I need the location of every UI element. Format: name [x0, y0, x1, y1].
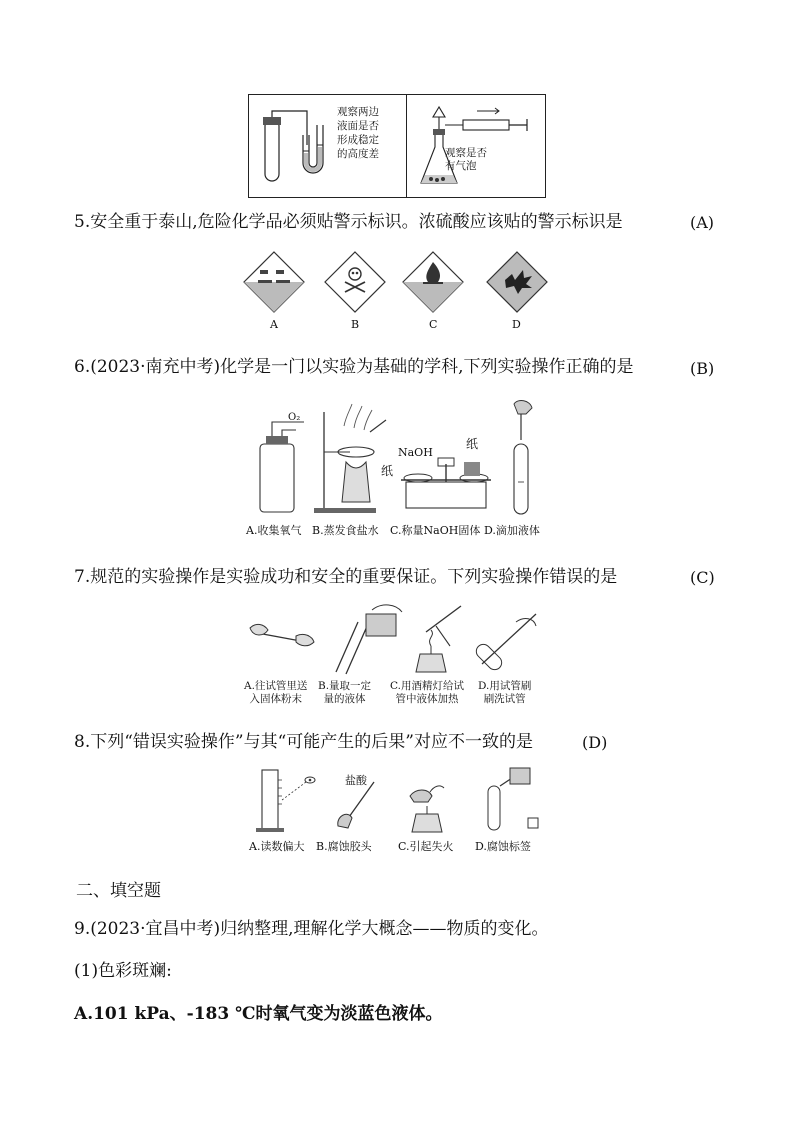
- powder-insertion-icon: [250, 624, 314, 645]
- test-tube-brush-icon: [473, 614, 536, 673]
- q6-caption-b: B.蒸发食盐水: [312, 524, 379, 537]
- top-right-caption: [445, 147, 487, 173]
- explosive-sign-icon: [487, 252, 547, 312]
- q8-caption-b: B.腐蚀胶头: [316, 840, 372, 853]
- question-8-text: 8.下列“错误实验操作”与其“可能产生的后果”对应不一致的是: [74, 732, 533, 752]
- q8-caption-a: A.读数偏大: [249, 840, 305, 853]
- question-6-text: 6.(2023·南充中考)化学是一门以实验为基础的学科,下列实验操作正确的是: [74, 357, 634, 377]
- q8-hcl-label: 盐酸: [345, 774, 367, 787]
- evaporation-setup-icon: [314, 404, 386, 513]
- u-tube-illustration: [259, 105, 349, 190]
- top-left-caption-line: 的高度差: [337, 148, 379, 160]
- q7-caption-d-line: D.用试管刷: [478, 680, 532, 692]
- q6-caption-d: D.滴加液体: [484, 524, 540, 537]
- section-title: 二、填空题: [76, 881, 161, 901]
- question-5-text: 5.安全重于泰山,危险化学品必须贴警示标识。浓硫酸应该贴的警示标识是: [74, 212, 623, 232]
- q7-caption-b: [318, 680, 371, 706]
- q6-paper-label-1: 纸: [381, 464, 394, 478]
- toxic-sign-icon: [325, 252, 385, 312]
- question-5: [74, 211, 623, 233]
- q6-caption-a: A.收集氧气: [246, 524, 302, 537]
- question-8-answer: (D): [582, 733, 608, 752]
- gas-bottle-icon: [260, 422, 304, 512]
- balance-scale-icon: [401, 458, 491, 508]
- corrosive-sign-icon: [244, 252, 304, 312]
- q8-caption-c: C.引起失火: [398, 840, 454, 853]
- q6-paper-label-2: 纸: [466, 437, 479, 451]
- pouring-label-icon: [488, 768, 538, 830]
- q7-caption-b-line: B.量取一定: [318, 680, 372, 692]
- question-7: [74, 566, 617, 588]
- question-8: [74, 731, 533, 753]
- lamp-lighting-icon: [410, 786, 444, 832]
- sign-label-c: C: [429, 318, 438, 331]
- question-9-text: 9.(2023·宜昌中考)归纳整理,理解化学大概念——物质的变化。: [74, 919, 549, 939]
- q6-caption-c: C.称量NaOH固体: [390, 524, 481, 537]
- question-9-sub-a: A.101 kPa、-183 ℃时氧气变为淡蓝色液体。: [74, 1004, 443, 1024]
- question-6-answer: (B): [690, 359, 715, 378]
- q6-naoh-label: NaOH: [398, 446, 433, 459]
- question-9: [74, 918, 549, 940]
- q7-apparatus: [246, 602, 546, 676]
- top-left-caption: [337, 105, 379, 161]
- top-right-caption-line: 观察是否: [445, 147, 487, 159]
- dropper-upside-down-icon: [338, 782, 374, 828]
- top-figure-divider: [406, 95, 407, 197]
- question-7-text: 7.规范的实验操作是实验成功和安全的重要保证。下列实验操作错误的是: [74, 567, 618, 587]
- q8-apparatus: [252, 766, 552, 836]
- top-figure: [248, 94, 546, 198]
- q7-caption-c-line: C.用酒精灯给试: [390, 680, 464, 692]
- q7-caption-a-line: 入固体粉末: [249, 693, 302, 705]
- q7-caption-d-line: 刷洗试管: [483, 693, 526, 705]
- q7-caption-c: [390, 680, 464, 706]
- question-7-answer: (C): [690, 568, 715, 587]
- q8-caption-d: D.腐蚀标签: [475, 840, 531, 853]
- cylinder-reading-icon: [256, 770, 315, 832]
- question-9-sub1: (1)色彩斑斓:: [74, 961, 172, 981]
- sign-label-a: A: [270, 318, 278, 331]
- top-left-caption-line: 形成稳定: [337, 134, 379, 146]
- question-6: [74, 356, 634, 378]
- q7-caption-a: [244, 680, 307, 706]
- sign-label-b: B: [351, 318, 360, 331]
- sign-label-d: D: [512, 318, 521, 331]
- q7-caption-c-line: 管中液体加热: [395, 693, 459, 705]
- q6-o2-label: O₂: [288, 412, 301, 423]
- q7-caption-b-line: 量的液体: [323, 693, 366, 705]
- top-left-caption-line: 液面是否: [337, 120, 379, 132]
- top-left-caption-line: 观察两边: [337, 106, 379, 118]
- q7-caption-d: [478, 680, 531, 706]
- alcohol-lamp-heating-icon: [416, 606, 461, 672]
- top-right-caption-line: 有气泡: [445, 160, 477, 172]
- dropper-test-tube-icon: [514, 401, 532, 514]
- warning-signs: [240, 250, 560, 316]
- graduated-cylinder-pour-icon: [336, 605, 402, 674]
- q7-caption-a-line: A.往试管里送: [244, 680, 308, 692]
- flammable-sign-icon: [403, 252, 463, 312]
- question-5-answer: (A): [690, 213, 715, 232]
